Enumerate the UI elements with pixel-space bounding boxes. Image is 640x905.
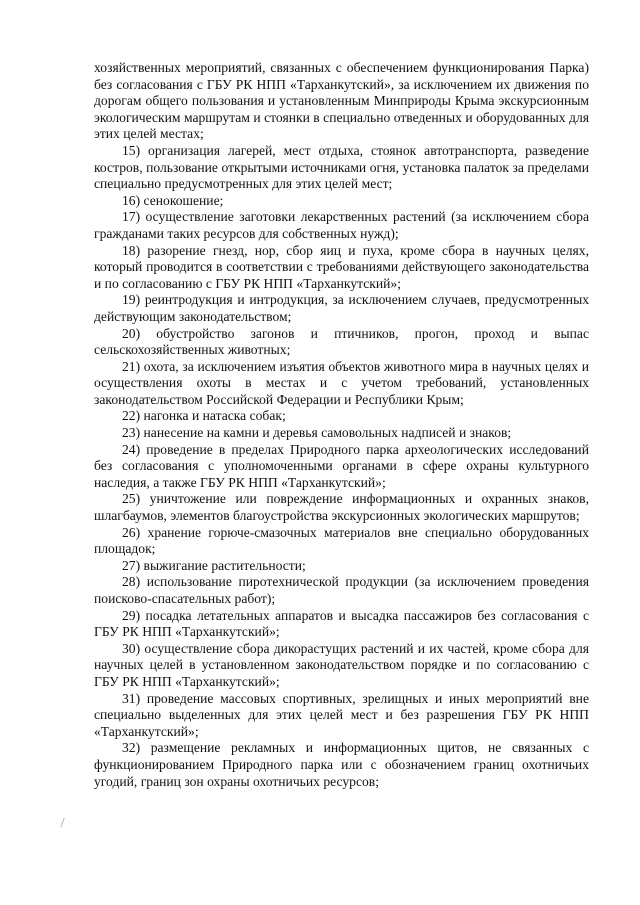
paragraph-item-15: 15) организация лагерей, мест отдыха, стоянок автотранспорта, разведение костров, пользование открытыми источниками огня, установка палаток за пределами специально предусмотренных для этих целей мест; xyxy=(94,142,589,192)
paragraph-item-29: 29) посадка летательных аппаратов и высадка пассажиров без согласования с ГБУ РК НПП «Тарханкутский»; xyxy=(94,607,589,640)
paragraph-item-18: 18) разорение гнезд, нор, сбор яиц и пуха, кроме сбора в научных целях, который проводится в соответствии с требованиями действующего законодательства и по согласованию с ГБУ РК НПП «Тарханкутский»; xyxy=(94,242,589,291)
document-page xyxy=(94,60,589,790)
paragraph-item-25: 25) уничтожение или повреждение информационных и охранных знаков, шлагбаумов, элементов благоустройства экскурсионных экологических маршрутов; xyxy=(94,491,589,524)
paragraph-item-30: 30) осуществление сбора дикорастущих растений и их частей, кроме сбора для научных целей в установленном законодательством порядке и по согласованию с ГБУ РК НПП «Тарханкутский»; xyxy=(94,640,589,689)
paragraph-item-22: 22) нагонка и натаска собак; xyxy=(122,408,286,424)
paragraph-item-27: 27) выжигание растительности; xyxy=(122,557,306,573)
paragraph-item-31: 31) проведение массовых спортивных, зрелищных и иных мероприятий вне специально выделенных для этих целей мест и без разрешения ГБУ РК НПП «Тарханкутский»; xyxy=(94,690,589,739)
paragraph-item-26: 26) хранение горюче-смазочных материалов вне специально оборудованных площадок; xyxy=(94,524,589,557)
paragraph-item-28: 28) использование пиротехнической продукции (за исключением проведения поисково-спасательных работ); xyxy=(94,574,589,606)
paragraph-continuation: хозяйственных мероприятий, связанных с обеспечением функционирования Парка) без согласования с ГБУ РК НПП «Тарханкутский», за исключением их движения по дорогам общего пользования и установленным Минприроды Крыма экскурсионным экологическим маршрутам и стоянки в специально отведенных и оборудованных для этих целей местах; xyxy=(94,60,589,142)
paragraph-item-16: 16) сенокошение; xyxy=(122,192,224,208)
paragraph-item-21: 21) охота, за исключением изъятия объектов животного мира в научных целях и осуществления охоты в местах и с учетом требований, установленных законодательством Российской Федерации и Республики Крым; xyxy=(94,358,589,407)
paragraph-item-19: 19) реинтродукция и интродукция, за исключением случаев, предусмотренных действующим законодательством; xyxy=(94,292,589,324)
paragraph-item-17: 17) осуществление заготовки лекарственных растений (за исключением сбора гражданами таких ресурсов для собственных нужд); xyxy=(94,209,589,241)
paragraph-item-23: 23) нанесение на камни и деревья самовольных надписей и знаков; xyxy=(122,425,512,441)
paragraph-item-24: 24) проведение в пределах Природного парка археологических исследований без согласования с уполномоченными органами в сфере охраны культурного наследия, а также ГБУ РК НПП «Тарханкутский»; xyxy=(94,441,589,490)
scan-margin-mark xyxy=(60,818,66,828)
paragraph-item-32: 32) размещение рекламных и информационных щитов, не связанных с функционированием Природного парка или с обозначением границ охотничьих угодий, границ зон охраны охотничьих ресурсов; xyxy=(94,740,589,789)
paragraph-item-20: 20) обустройство загонов и птичников, прогон, проход и выпас сельскохозяйственных животных; xyxy=(94,325,589,358)
